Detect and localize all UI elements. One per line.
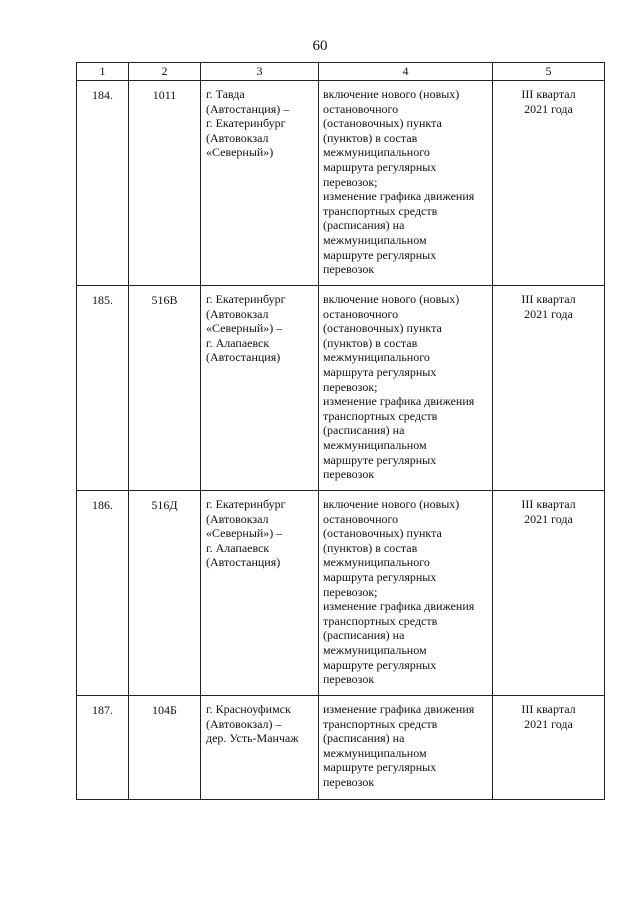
deadline: III квартал 2021 года xyxy=(493,696,605,800)
route-number: 516Д xyxy=(129,491,201,696)
change-description: включение нового (новых) остановочного (остановочных) пункта (пунктов) в состав межмуниципального маршрута регулярных перевозок; изменение графика движения транспортных средств (расписания) на межмуниципальном маршруте регулярных перевозок xyxy=(319,286,493,491)
header-col-3: 3 xyxy=(201,63,319,81)
route-number: 516В xyxy=(129,286,201,491)
deadline: III квартал 2021 года xyxy=(493,81,605,286)
route-number: 104Б xyxy=(129,696,201,800)
table-row xyxy=(77,491,605,696)
deadline: III квартал 2021 года xyxy=(493,491,605,696)
header-col-1: 1 xyxy=(77,63,129,81)
row-number: 185. xyxy=(77,286,129,491)
header-col-5: 5 xyxy=(493,63,605,81)
change-description: включение нового (новых) остановочного (остановочных) пункта (пунктов) в состав межмуниципального маршрута регулярных перевозок; изменение графика движения транспортных средств (расписания) на межмуниципальном маршруте регулярных перевозок xyxy=(319,491,493,696)
page-number: 60 xyxy=(312,38,328,54)
header-col-4: 4 xyxy=(319,63,493,81)
change-description: изменение графика движения транспортных средств (расписания) на межмуниципальном маршруте регулярных перевозок xyxy=(319,696,493,800)
route-number: 1011 xyxy=(129,81,201,286)
route-name: г. Екатеринбург (Автовокзал «Северный») – г. Алапаевск (Автостанция) xyxy=(201,286,319,491)
table-body xyxy=(77,81,605,800)
route-name: г. Красноуфимск (Автовокзал) – дер. Усть-Манчаж xyxy=(201,696,319,800)
row-number: 187. xyxy=(77,696,129,800)
route-name: г. Екатеринбург (Автовокзал «Северный») – г. Алапаевск (Автостанция) xyxy=(201,491,319,696)
table-row xyxy=(77,286,605,491)
change-description: включение нового (новых) остановочного (остановочных) пункта (пунктов) в состав межмуниципального маршрута регулярных перевозок; изменение графика движения транспортных средств (расписания) на межмуниципальном маршруте регулярных перевозок xyxy=(319,81,493,286)
routes-table xyxy=(76,62,605,800)
table-row xyxy=(77,81,605,286)
deadline: III квартал 2021 года xyxy=(493,286,605,491)
route-name: г. Тавда (Автостанция) – г. Екатеринбург (Автовокзал «Северный») xyxy=(201,81,319,286)
header-col-2: 2 xyxy=(129,63,201,81)
header-row xyxy=(77,63,605,81)
row-number: 184. xyxy=(77,81,129,286)
row-number: 186. xyxy=(77,491,129,696)
table-header xyxy=(77,63,605,81)
table-row xyxy=(77,696,605,800)
